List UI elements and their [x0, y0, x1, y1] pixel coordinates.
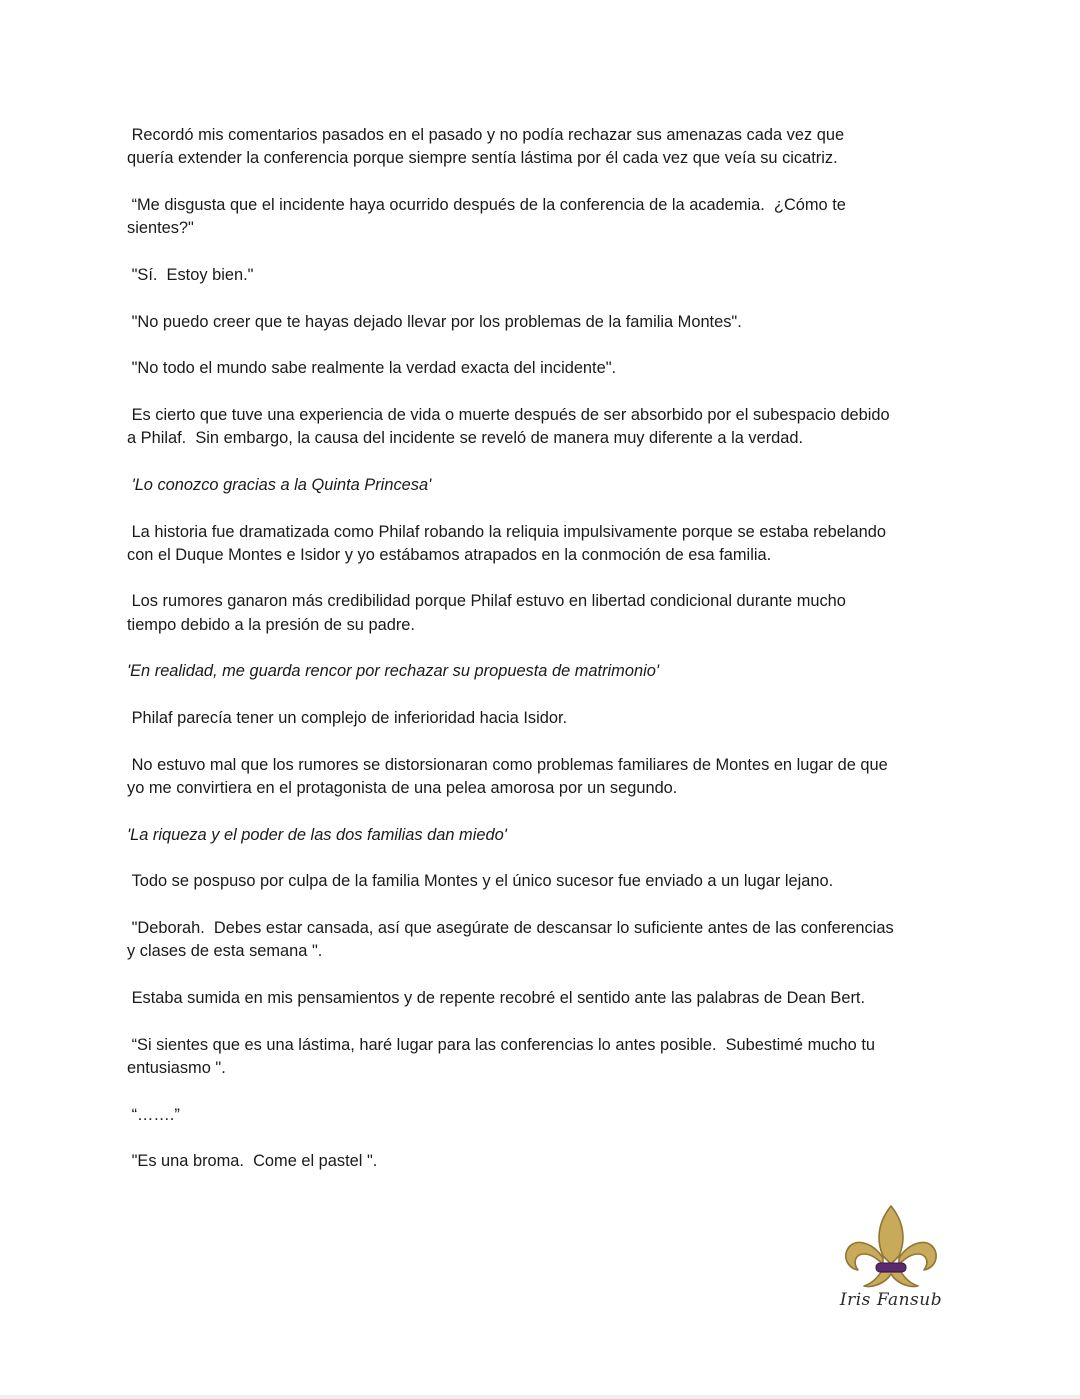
iris-fansub-logo: [836, 1200, 946, 1320]
paragraph: Philaf parecía tener un complejo de inferioridad hacia Isidor.: [127, 709, 568, 728]
page-divider: [0, 1395, 1080, 1399]
paragraph: Los rumores ganaron más credibilidad porque Philaf estuvo en libertad condicional durante mucho tiempo debido a la presión de su padre.: [127, 592, 846, 634]
fleur-de-lis-icon: [836, 1200, 946, 1292]
paragraph: 'Lo conozco gracias a la Quinta Princesa': [127, 475, 432, 494]
paragraph: "Es una broma. Come el pastel ".: [127, 1152, 378, 1171]
paragraph: “…….”: [127, 1105, 180, 1124]
paragraph: La historia fue dramatizada como Philaf robando la reliquia impulsivamente porque se estaba rebelando con el Duque Montes e Isidor y yo estábamos atrapados en la conmoción de esa familia.: [127, 522, 886, 564]
paragraph: Recordó mis comentarios pasados en el pasado y no podía rechazar sus amenazas cada vez que quería extender la conferencia porque siempre sentía lástima por él cada vez que veía su cicatriz.: [127, 126, 845, 168]
paragraph: "No todo el mundo sabe realmente la verdad exacta del incidente".: [127, 359, 617, 378]
paragraph: “Me disgusta que el incidente haya ocurrido después de la conferencia de la academia. ¿Cómo te sientes?": [127, 195, 846, 238]
paragraph: "Deborah. Debes estar cansada, así que asegúrate de descansar lo suficiente antes de las conferencias y clases de esta semana ".: [127, 919, 894, 961]
paragraph: Es cierto que tuve una experiencia de vida o muerte después de ser absorbido por el subespacio debido a Philaf. Sin embargo, la causa del incidente se reveló de manera muy diferente a la verdad.: [127, 405, 890, 448]
paragraph: "No puedo creer que te hayas dejado llevar por los problemas de la familia Montes".: [127, 312, 742, 331]
logo-caption: Iris Fansub: [839, 1290, 943, 1310]
paragraph: "Sí. Estoy bien.": [127, 265, 254, 284]
paragraph: Estaba sumida en mis pensamientos y de repente recobré el sentido ante las palabras de Dean Bert.: [127, 988, 866, 1007]
paragraph: 'En realidad, me guarda rencor por rechazar su propuesta de matrimonio': [127, 662, 659, 681]
paragraph: Todo se pospuso por culpa de la familia Montes y el único sucesor fue enviado a un lugar lejano.: [127, 872, 834, 891]
paragraph: “Si sientes que es una lástima, haré lugar para las conferencias lo antes posible. Subestimé mucho tu entusiasmo ".: [127, 1035, 876, 1077]
paragraph: No estuvo mal que los rumores se distorsionaran como problemas familiares de Montes en lugar de que yo me convirtiera en el protagonista de una pelea amorosa por un segundo.: [127, 755, 888, 797]
document-body: [127, 124, 957, 1197]
paragraph: 'La riqueza y el poder de las dos familias dan miedo': [127, 825, 507, 844]
